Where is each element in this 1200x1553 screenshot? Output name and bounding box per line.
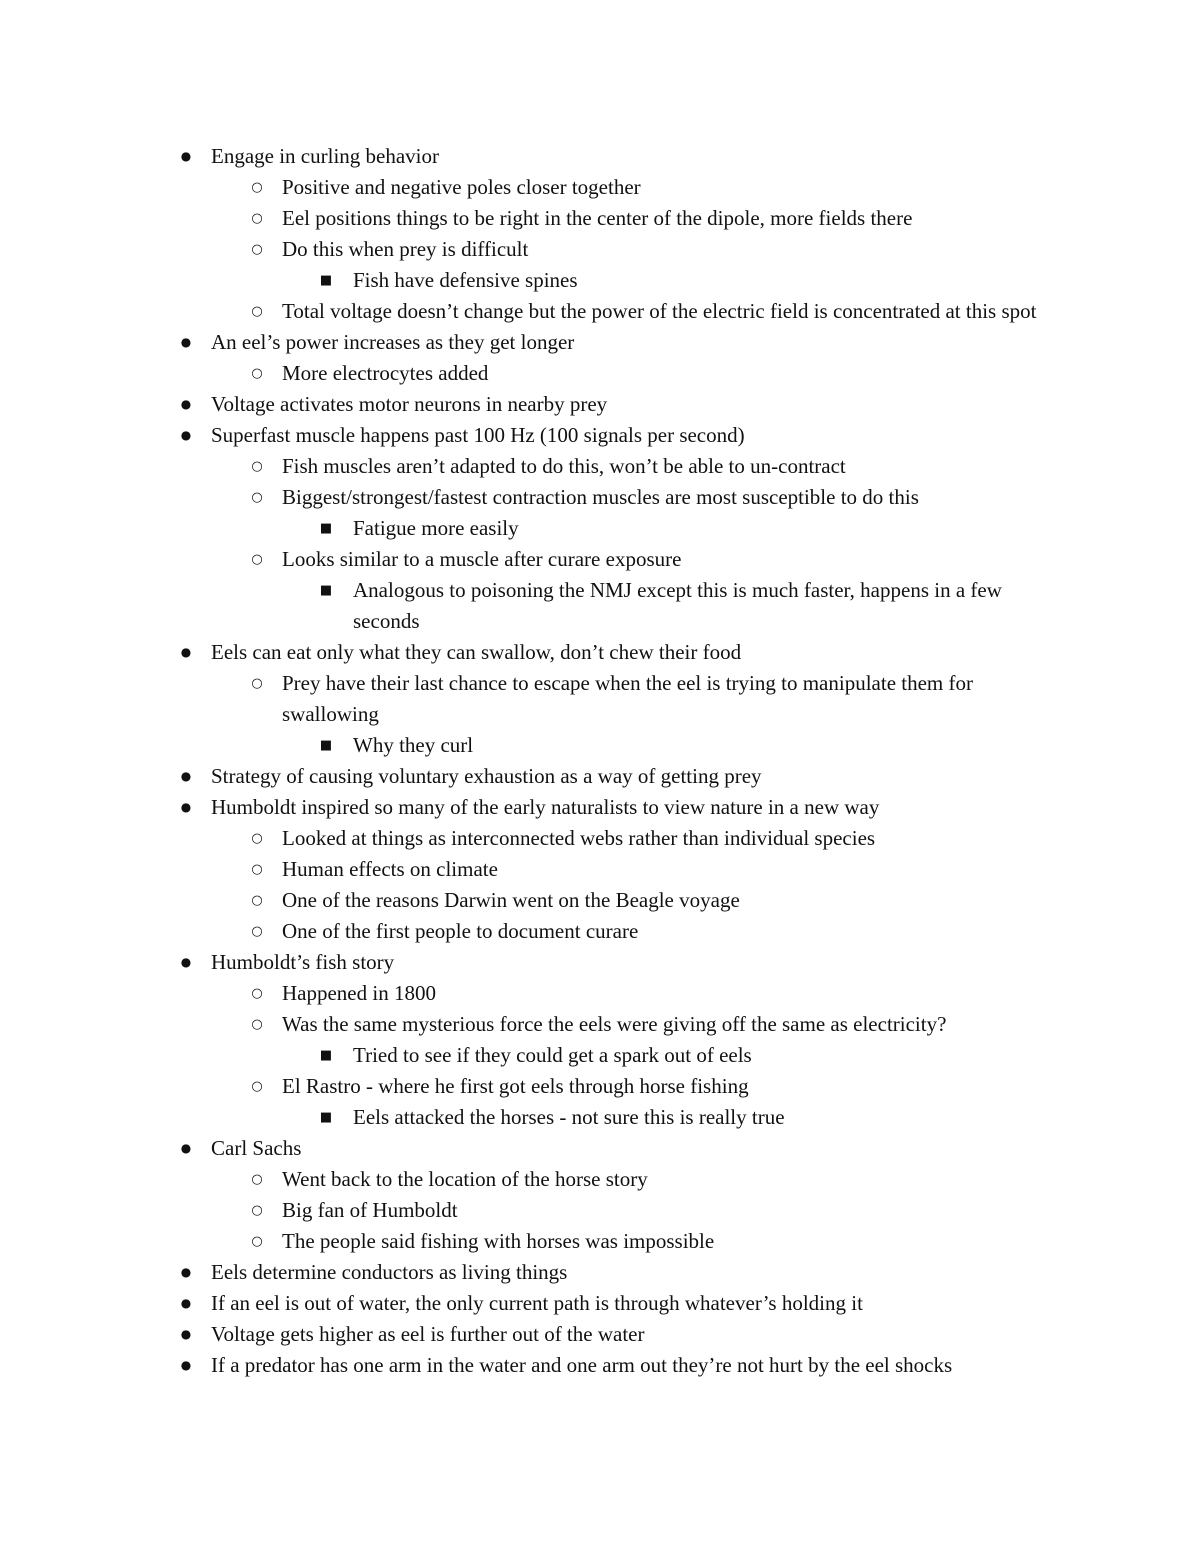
square-bullet-icon: ■: [319, 1048, 333, 1063]
hollow-circle-bullet-icon: ○: [251, 831, 263, 846]
hollow-circle-bullet-icon: ○: [251, 893, 263, 908]
list-item-text: Happened in 1800: [282, 981, 436, 1005]
hollow-circle-bullet-icon: ○: [251, 924, 263, 939]
list-item-text: Superfast muscle happens past 100 Hz (100 signals per second): [211, 423, 745, 447]
list-item-level-0: [0, 1288, 1200, 1319]
filled-circle-bullet-icon: ●: [180, 1327, 192, 1341]
list-item-level-1: [0, 296, 1200, 327]
list-item-text: Positive and negative poles closer together: [282, 175, 641, 199]
list-item-level-1: [0, 482, 1200, 513]
list-item-level-2: [0, 730, 1200, 761]
list-item-text: Looked at things as interconnected webs rather than individual species: [282, 826, 876, 850]
list-item-level-0: [0, 389, 1200, 420]
filled-circle-bullet-icon: ●: [180, 955, 192, 969]
list-item-level-0: [0, 1133, 1200, 1164]
list-item-text: Big fan of Humboldt: [282, 1198, 458, 1222]
list-item-text: Looks similar to a muscle after curare exposure: [282, 547, 682, 571]
hollow-circle-bullet-icon: ○: [251, 986, 263, 1001]
hollow-circle-bullet-icon: ○: [251, 211, 263, 226]
list-item-level-1: [0, 1226, 1200, 1257]
list-item-level-0: [0, 761, 1200, 792]
list-item-level-0: [0, 420, 1200, 451]
list-item-text: Humboldt inspired so many of the early naturalists to view nature in a new way: [211, 795, 880, 819]
list-item-level-0: [0, 1257, 1200, 1288]
filled-circle-bullet-icon: ●: [180, 1358, 192, 1372]
list-item-level-0: [0, 327, 1200, 358]
list-item-text: Eels attacked the horses - not sure this is really true: [353, 1105, 785, 1129]
list-item-level-1: [0, 1071, 1200, 1102]
list-item-level-1: [0, 823, 1200, 854]
list-item-level-1: [0, 978, 1200, 1009]
hollow-circle-bullet-icon: ○: [251, 459, 263, 474]
hollow-circle-bullet-icon: ○: [251, 862, 263, 877]
hollow-circle-bullet-icon: ○: [251, 180, 263, 195]
list-item-level-2: [0, 1102, 1200, 1133]
list-item-text: Went back to the location of the horse story: [282, 1167, 648, 1191]
list-item-level-2: [0, 575, 1200, 637]
list-item-level-1: [0, 916, 1200, 947]
list-item-level-1: [0, 1164, 1200, 1195]
square-bullet-icon: ■: [319, 738, 333, 753]
list-item-level-1: [0, 854, 1200, 885]
list-item-text: Prey have their last chance to escape when the eel is trying to manipulate them for swallowing: [282, 671, 974, 726]
filled-circle-bullet-icon: ●: [180, 397, 192, 411]
notes-list: [0, 141, 1200, 1381]
list-item-level-2: [0, 513, 1200, 544]
filled-circle-bullet-icon: ●: [180, 428, 192, 442]
list-item-text: One of the reasons Darwin went on the Beagle voyage: [282, 888, 740, 912]
list-item-level-1: [0, 544, 1200, 575]
list-item-text: Tried to see if they could get a spark out of eels: [353, 1043, 752, 1067]
hollow-circle-bullet-icon: ○: [251, 1234, 263, 1249]
hollow-circle-bullet-icon: ○: [251, 1017, 263, 1032]
list-item-text: Voltage gets higher as eel is further out of the water: [211, 1322, 645, 1346]
list-item-level-0: [0, 1350, 1200, 1381]
hollow-circle-bullet-icon: ○: [251, 552, 263, 567]
list-item-text: Eels determine conductors as living things: [211, 1260, 568, 1284]
list-item-level-0: [0, 637, 1200, 668]
hollow-circle-bullet-icon: ○: [251, 304, 263, 319]
list-item-level-1: [0, 1009, 1200, 1040]
filled-circle-bullet-icon: ●: [180, 1296, 192, 1310]
list-item-level-1: [0, 1195, 1200, 1226]
square-bullet-icon: ■: [319, 521, 333, 536]
filled-circle-bullet-icon: ●: [180, 149, 192, 163]
list-item-level-1: [0, 172, 1200, 203]
filled-circle-bullet-icon: ●: [180, 1265, 192, 1279]
square-bullet-icon: ■: [319, 583, 333, 598]
list-item-text: An eel’s power increases as they get longer: [211, 330, 575, 354]
list-item-text: Carl Sachs: [211, 1136, 302, 1160]
hollow-circle-bullet-icon: ○: [251, 490, 263, 505]
list-item-text: Fish have defensive spines: [353, 268, 578, 292]
list-item-text: Fish muscles aren’t adapted to do this, won’t be able to un-contract: [282, 454, 846, 478]
list-item-text: Engage in curling behavior: [211, 144, 440, 168]
filled-circle-bullet-icon: ●: [180, 645, 192, 659]
list-item-text: Do this when prey is difficult: [282, 237, 529, 261]
list-item-text: Humboldt’s fish story: [211, 950, 395, 974]
list-item-text: El Rastro - where he first got eels through horse fishing: [282, 1074, 749, 1098]
list-item-text: Total voltage doesn’t change but the power of the electric field is concentrated at this spot: [282, 299, 1037, 323]
hollow-circle-bullet-icon: ○: [251, 1203, 263, 1218]
list-item-text: Voltage activates motor neurons in nearby prey: [211, 392, 608, 416]
hollow-circle-bullet-icon: ○: [251, 1172, 263, 1187]
list-item-level-2: [0, 265, 1200, 296]
list-item-text: Eel positions things to be right in the center of the dipole, more fields there: [282, 206, 913, 230]
hollow-circle-bullet-icon: ○: [251, 676, 263, 691]
list-item-text: If an eel is out of water, the only current path is through whatever’s holding it: [211, 1291, 863, 1315]
square-bullet-icon: ■: [319, 1110, 333, 1125]
list-item-level-1: [0, 203, 1200, 234]
list-item-text: One of the first people to document curare: [282, 919, 639, 943]
filled-circle-bullet-icon: ●: [180, 769, 192, 783]
list-item-text: More electrocytes added: [282, 361, 489, 385]
square-bullet-icon: ■: [319, 273, 333, 288]
list-item-level-0: [0, 947, 1200, 978]
list-item-level-1: [0, 451, 1200, 482]
filled-circle-bullet-icon: ●: [180, 800, 192, 814]
hollow-circle-bullet-icon: ○: [251, 242, 263, 257]
hollow-circle-bullet-icon: ○: [251, 1079, 263, 1094]
list-item-text: Fatigue more easily: [353, 516, 519, 540]
list-item-text: The people said fishing with horses was impossible: [282, 1229, 715, 1253]
list-item-level-0: [0, 792, 1200, 823]
list-item-text: If a predator has one arm in the water and one arm out they’re not hurt by the eel shocks: [211, 1353, 953, 1377]
list-item-text: Biggest/strongest/fastest contraction muscles are most susceptible to do this: [282, 485, 919, 509]
list-item-level-0: [0, 141, 1200, 172]
list-item-text: Why they curl: [353, 733, 474, 757]
list-item-text: Analogous to poisoning the NMJ except this is much faster, happens in a few seconds: [353, 578, 1002, 633]
list-item-text: Was the same mysterious force the eels were giving off the same as electricity?: [282, 1012, 947, 1036]
list-item-text: Human effects on climate: [282, 857, 498, 881]
filled-circle-bullet-icon: ●: [180, 335, 192, 349]
list-item-level-1: [0, 885, 1200, 916]
list-item-level-0: [0, 1319, 1200, 1350]
list-item-level-2: [0, 1040, 1200, 1071]
list-item-text: Strategy of causing voluntary exhaustion as a way of getting prey: [211, 764, 762, 788]
hollow-circle-bullet-icon: ○: [251, 366, 263, 381]
filled-circle-bullet-icon: ●: [180, 1141, 192, 1155]
list-item-level-1: [0, 234, 1200, 265]
list-item-text: Eels can eat only what they can swallow, don’t chew their food: [211, 640, 742, 664]
list-item-level-1: [0, 668, 1200, 730]
list-item-level-1: [0, 358, 1200, 389]
